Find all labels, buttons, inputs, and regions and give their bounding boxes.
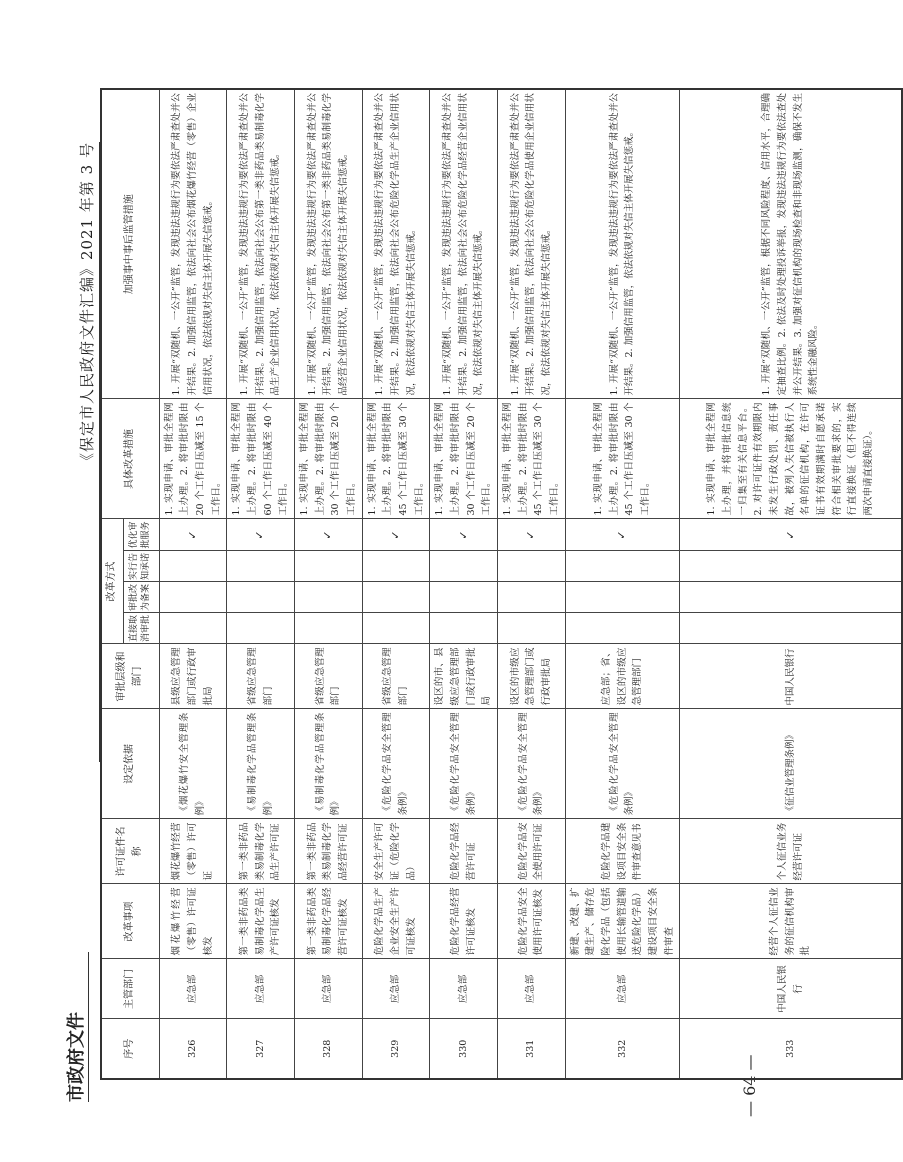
cell-level: 省级应急管理部门 [294,644,362,709]
cell-mode-optimize [430,519,498,551]
cell-dept: 应急部 [227,959,295,1019]
cell-dept: 应急部 [294,959,362,1019]
cell-dept: 应急部 [497,959,565,1019]
table-row [159,89,227,1079]
cell-mode-cancel [159,613,227,644]
cell-dept: 应急部 [159,959,227,1019]
table-row [227,89,295,1079]
header-mode-cancel: 直接取消审批 [123,613,159,644]
cell-mode-commitment [430,551,498,582]
cell-basis: 《征信业管理条例》 [680,709,902,819]
check-icon: ✓ [524,530,538,540]
cell-license: 危险化学品安全使用许可证 [497,819,565,884]
cell-mode-optimize [680,519,902,551]
cell-license: 烟花爆竹经营（零售）许可证 [159,819,227,884]
cell-item: 经营个人征信业务的征信机构审批 [680,884,902,959]
header-basis: 设定依据 [101,709,159,819]
cell-seq: 326 [159,1019,227,1079]
cell-mode-commitment [294,551,362,582]
cell-seq: 333 [680,1019,902,1079]
cell-basis: 《易制毒化学品管理条例》 [227,709,295,819]
cell-mode-optimize [159,519,227,551]
check-icon: ✓ [615,530,629,540]
cell-seq: 331 [497,1019,565,1079]
cell-supervision: 1. 开展“双随机、一公开”监管，发现违法违规行为要依法严肃查处并公开结果。2. 加强信用监管，依法向社会公布危险化学品经营企业信用状况，依法依规对失信主体开展失信惩戒。 [430,89,498,399]
table-row [497,89,565,1079]
cell-supervision: 1. 开展“双随机、一公开”监管，发现违法违规行为要依法严肃查处并公开结果。2. 加强信用监管，依法向社会公布危险化学品使用企业信用状况，依法依规对失信主体开展失信惩戒。 [497,89,565,399]
cell-mode-commitment [497,551,565,582]
cell-seq: 330 [430,1019,498,1079]
cell-mode-filing [565,582,680,613]
cell-mode-filing [680,582,902,613]
cell-measures: 1. 实现申请、审批全程网上办理。2. 将审批时限由 20 个工作日压减至 15 个工作日。 [159,399,227,519]
cell-mode-commitment [159,551,227,582]
reform-items-table [100,88,903,1080]
cell-measures: 1. 实现申请、审批全程网上办理，并将审批信息统一归集至有关信息平台。2. 对许可证件有效期限内未发生行政处罚、责任事故，被列入失信被执行人名单的征信机构，在许可证书有效期满时自愿承诺符合相关审批要求的，实行直接换证（但不得连续两次申请直接换证）。 [680,399,902,519]
cell-mode-filing [497,582,565,613]
header-supervision: 加强事中事后监管措施 [101,89,159,399]
cell-dept: 中国人民银行 [680,959,902,1019]
cell-measures: 1. 实现申请、审批全程网上办理。2. 将审批时限由 60 个工作日压减至 40 个工作日。 [227,399,295,519]
header-dept: 主管部门 [101,959,159,1019]
header-mode-commitment: 实行告知承诺 [123,551,159,582]
cell-measures: 1. 实现申请、审批全程网上办理。2. 将审批时限由 45 个工作日压减至 30 个工作日。 [497,399,565,519]
cell-license: 第一类非药品类易制毒化学品生产许可证 [227,819,295,884]
cell-mode-commitment [227,551,295,582]
check-icon: ✓ [456,530,470,540]
cell-level: 应急部；省、设区的市级应急管理部门 [565,644,680,709]
cell-dept: 应急部 [565,959,680,1019]
cell-basis: 《危险化学品安全管理条例》 [362,709,430,819]
cell-measures: 1. 实现申请、审批全程网上办理。2. 将审批时限由 45 个工作日压减至 30 个工作日。 [565,399,680,519]
section-title: 市政府文件 [62,952,89,1102]
cell-mode-commitment [362,551,430,582]
cell-mode-filing [362,582,430,613]
cell-mode-filing [227,582,295,613]
cell-mode-filing [430,582,498,613]
cell-license: 个人征信业务经营许可证 [680,819,902,884]
cell-measures: 1. 实现申请、审批全程网上办理。2. 将审批时限由 45 个工作日压减至 30 个工作日。 [362,399,430,519]
cell-mode-filing [159,582,227,613]
cell-mode-filing [294,582,362,613]
cell-item: 第一类非药品类易制毒化学品生产许可证核发 [227,884,295,959]
table-row [680,89,902,1079]
header-license: 许可证件名称 [101,819,159,884]
cell-supervision: 1. 开展“双随机、一公开”监管，发现违法违规行为要依法严肃查处并公开结果。2. 加强信用监管，依法向社会公布第一类非药品类易制毒化学品生产企业信用状况，依法依规对失信主体开展失信惩戒。 [227,89,295,399]
cell-mode-cancel [227,613,295,644]
cell-seq: 332 [565,1019,680,1079]
cell-mode-cancel [680,613,902,644]
cell-mode-optimize [565,519,680,551]
cell-mode-cancel [565,613,680,644]
cell-level: 设区的市级应急管理部门或行政审批局 [497,644,565,709]
check-icon: ✓ [253,530,267,540]
cell-basis: 《危险化学品安全管理条例》 [497,709,565,819]
cell-supervision: 1. 开展“双随机、一公开”监管，发现违法违规行为要依法严肃查处并公开结果。2. 加强信用监管，依法向社会公布危险化学品生产企业信用状况，依法依规对失信主体开展失信惩戒。 [362,89,430,399]
cell-level: 设区的市、县级应急管理部门或行政审批局 [430,644,498,709]
cell-level: 省级应急管理部门 [362,644,430,709]
cell-level: 县级应急管理部门或行政审批局 [159,644,227,709]
running-header: 《保定市人民政府文件汇编》2021 年第 3 号 [76,142,101,762]
cell-mode-cancel [497,613,565,644]
cell-item: 新建、改建、扩建生产、储存危险化学品（包括使用长输管道输送危险化学品）建设项目安全条件审查 [565,884,680,959]
cell-level: 中国人民银行 [680,644,902,709]
cell-item: 危险化学品经营许可证核发 [430,884,498,959]
cell-supervision: 1. 开展“双随机、一公开”监管，根据不同风险程度、信用水平，合理确定抽查比例。2. 依法及时处理投诉举报，发现违法违规行为要依法查处并公开结果。3. 加强对征信机构的现场检查和非现场监测，确保不发生系统性金融风险。 [680,89,902,399]
cell-item: 危险化学品生产企业安全生产许可证核发 [362,884,430,959]
cell-mode-cancel [294,613,362,644]
table-row [294,89,362,1079]
cell-basis: 《易制毒化学品管理条例》 [294,709,362,819]
cell-seq: 329 [362,1019,430,1079]
header-mode-group: 改革方式 [101,519,123,644]
cell-mode-commitment [565,551,680,582]
cell-basis: 《危险化学品安全管理条例》 [565,709,680,819]
table-row [362,89,430,1079]
cell-mode-cancel [362,613,430,644]
check-icon: ✓ [388,530,402,540]
cell-mode-optimize [497,519,565,551]
header-mode-optimize: 优化审批服务 [123,519,159,551]
cell-item: 危险化学品安全使用许可证核发 [497,884,565,959]
cell-measures: 1. 实现申请、审批全程网上办理。2. 将审批时限由 30 个工作日压减至 20 个工作日。 [430,399,498,519]
header-mode-filing: 审批改为备案 [123,582,159,613]
header-seq: 序号 [101,1019,159,1079]
cell-mode-commitment [680,551,902,582]
check-icon: ✓ [185,530,199,540]
cell-dept: 应急部 [362,959,430,1019]
cell-license: 危险化学品建设项目安全条件审查意见书 [565,819,680,884]
cell-license: 第一类非药品类易制毒化学品经营许可证 [294,819,362,884]
cell-mode-optimize [227,519,295,551]
table-row [430,89,498,1079]
page-number: — 64 — [740,1054,759,1117]
table-row [565,89,680,1079]
cell-supervision: 1. 开展“双随机、一公开”监管，发现违法违规行为要依法严肃查处并公开结果。2. 加强信用监管，依法向社会公布第一类非药品类易制毒化学品经营企业信用状况，依法依规对失信主体开展失信惩戒。 [294,89,362,399]
cell-dept: 应急部 [430,959,498,1019]
cell-measures: 1. 实现申请、审批全程网上办理。2. 将审批时限由 30 个工作日压减至 20 个工作日。 [294,399,362,519]
cell-seq: 328 [294,1019,362,1079]
check-icon: ✓ [783,530,797,540]
header-level: 审批层级和部门 [101,644,159,709]
cell-mode-optimize [362,519,430,551]
cell-basis: 《危险化学品安全管理条例》 [430,709,498,819]
header-measures: 具体改革措施 [101,399,159,519]
cell-license: 危险化学品经营许可证 [430,819,498,884]
cell-item: 第一类非药品类易制毒化学品经营许可证核发 [294,884,362,959]
header-item: 改革事项 [101,884,159,959]
cell-item: 烟花爆竹经营（零售）许可证核发 [159,884,227,959]
cell-basis: 《烟花爆竹安全管理条例》 [159,709,227,819]
cell-level: 省级应急管理部门 [227,644,295,709]
check-icon: ✓ [321,530,335,540]
cell-seq: 327 [227,1019,295,1079]
cell-mode-optimize [294,519,362,551]
cell-license: 安全生产许可证（危险化学品） [362,819,430,884]
cell-supervision: 1. 开展“双随机、一公开”监管，发现违法违规行为要依法严肃查处并公开结果。2. 加强信用监管，依法向社会公布烟花爆竹经营（零售）企业信用状况，依法依规对失信主体开展失信惩戒。 [159,89,227,399]
cell-supervision: 1. 开展“双随机、一公开”监管，发现违法违规行为要依法严肃查处并公开结果。2. 加强信用监管，依法依规对失信主体开展失信惩戒。 [565,89,680,399]
cell-mode-cancel [430,613,498,644]
